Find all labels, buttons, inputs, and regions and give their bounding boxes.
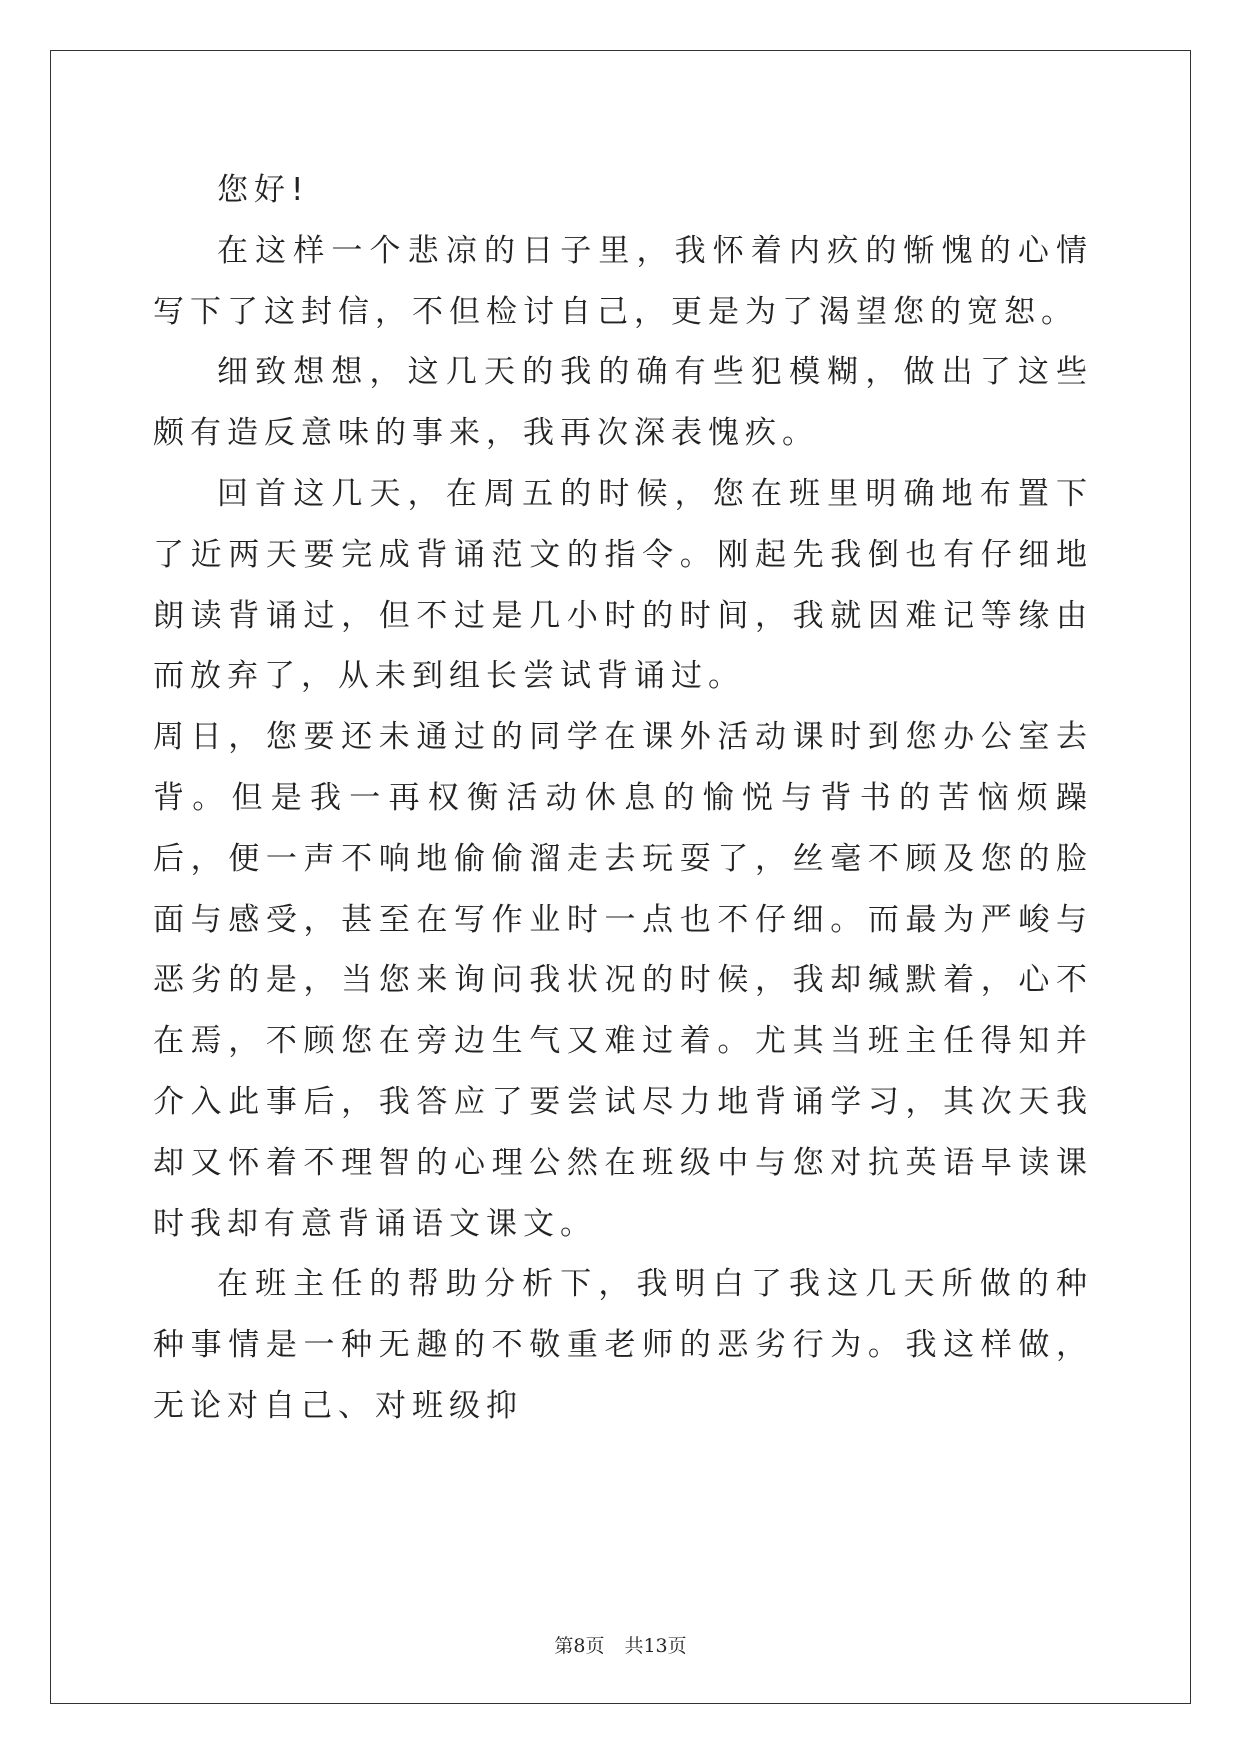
paragraph-5: 在班主任的帮助分析下，我明白了我这几天所做的种种事情是一种无趣的不敬重老师的恶劣行为。我这样做，无论对自己、对班级抑	[153, 1266, 1093, 1424]
page-total: 共13页	[624, 1635, 687, 1657]
paragraph-3: 回首这几天，在周五的时候，您在班里明确地布置下了近两天要完成背诵范文的指令。刚起先我倒也有仔细地朗读背诵过，但不过是几小时的时间，我就因难记等缘由而放弃了，从未到组长尝试背诵过。	[153, 475, 1093, 695]
page-number: 第8页	[554, 1635, 605, 1657]
paragraph-2: 细致想想，这几天的我的确有些犯模糊，做出了这些颇有造反意味的事来，我再次深表愧疚。	[153, 354, 1093, 452]
paragraph-greeting: 您好!	[217, 172, 310, 208]
page-footer	[0, 1631, 1241, 1658]
paragraph-1: 在这样一个悲凉的日子里，我怀着内疚的惭愧的心情写下了这封信，不但检讨自己，更是为了渴望您的宽恕。	[153, 232, 1093, 330]
document-body	[153, 160, 1093, 1437]
paragraph-4: 周日，您要还未通过的同学在课外活动课时到您办公室去背。但是我一再权衡活动休息的愉悦与背书的苦恼烦躁后，便一声不响地偷偷溜走去玩耍了，丝毫不顾及您的脸面与感受，甚至在写作业时一点也不仔细。而最为严峻与恶劣的是，当您来询问我状况的时候，我却缄默着，心不在焉，不顾您在旁边生气又难过着。尤其当班主任得知并介入此事后，我答应了要尝试尽力地背诵学习，其次天我却又怀着不理智的心理公然在班级中与您对抗英语早读课时我却有意背诵语文课文。	[153, 719, 1093, 1242]
